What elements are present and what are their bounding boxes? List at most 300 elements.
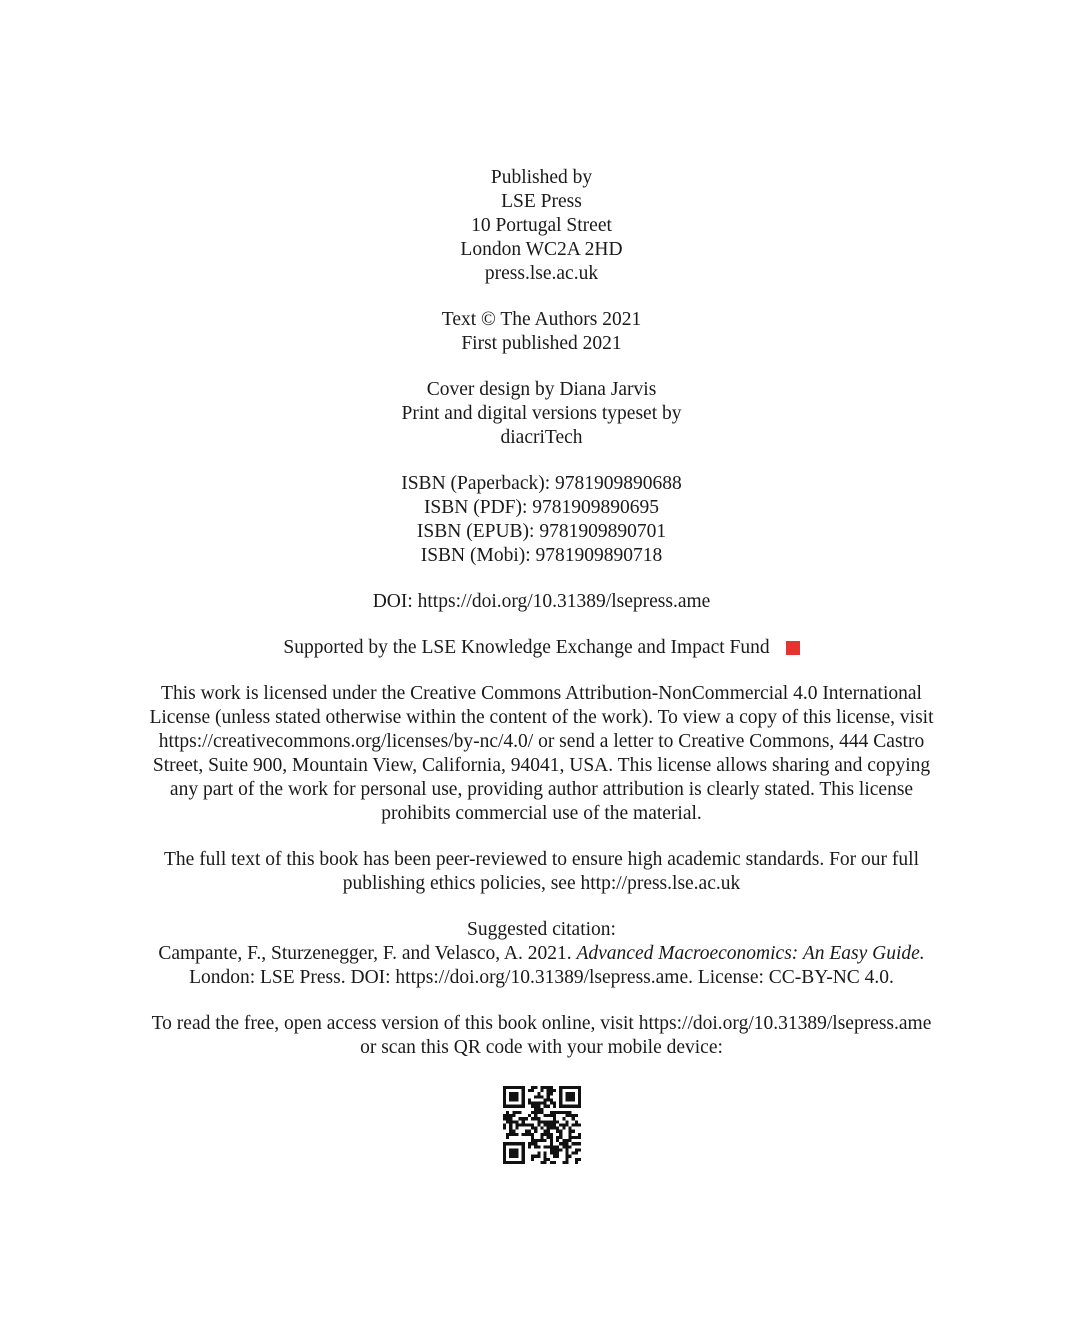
qr-module	[521, 1148, 524, 1151]
qr-module	[503, 1089, 506, 1092]
license-line: prohibits commercial use of the material.	[381, 803, 702, 824]
qr-module	[509, 1105, 512, 1108]
peer-review-line: The full text of this book has been peer-reviewed to ensure high academic standards. For our full	[164, 849, 919, 870]
qr-module	[568, 1095, 571, 1098]
qr-module	[527, 1098, 530, 1101]
qr-module	[509, 1161, 512, 1164]
qr-module	[534, 1086, 537, 1089]
qr-module	[543, 1130, 546, 1133]
qr-module	[534, 1142, 537, 1145]
peer-review-block	[0, 848, 1083, 896]
qr-module	[565, 1111, 568, 1114]
qr-module	[515, 1111, 518, 1114]
qr-module	[524, 1117, 527, 1120]
qr-module	[552, 1105, 555, 1108]
qr-module	[527, 1130, 530, 1133]
qr-module	[568, 1139, 571, 1142]
qr-module	[574, 1148, 577, 1151]
qr-module	[537, 1117, 540, 1120]
qr-module	[543, 1120, 546, 1123]
license-line: any part of the work for personal use, providing author attribution is clearly stated. This license	[169, 779, 914, 800]
qr-module	[574, 1123, 577, 1126]
qr-module	[562, 1105, 565, 1108]
design-block	[0, 378, 1083, 450]
license-line: License (unless stated otherwise within the content of the work). To view a copy of this license, visit	[149, 707, 934, 728]
qr-module	[565, 1161, 568, 1164]
qr-module	[509, 1123, 512, 1126]
qr-code-graphic	[503, 1086, 581, 1164]
qr-module	[556, 1155, 559, 1158]
qr-module	[552, 1148, 555, 1151]
qr-module	[571, 1142, 574, 1145]
qr-module	[512, 1114, 515, 1117]
qr-module	[565, 1142, 568, 1145]
license-line: This work is licensed under the Creative Commons Attribution-NonCommercial 4.0 International	[161, 683, 922, 704]
qr-module	[559, 1136, 562, 1139]
qr-module	[540, 1111, 543, 1114]
publisher-line: Published by	[490, 167, 593, 188]
qr-module	[509, 1152, 512, 1155]
qr-module	[549, 1092, 552, 1095]
qr-module	[521, 1142, 524, 1145]
qr-module	[543, 1158, 546, 1161]
qr-module	[503, 1142, 506, 1145]
qr-module	[540, 1095, 543, 1098]
qr-module	[515, 1142, 518, 1145]
qr-module	[534, 1155, 537, 1158]
qr-module	[549, 1136, 552, 1139]
citation-block	[0, 918, 1083, 990]
qr-module	[562, 1111, 565, 1114]
lse-logo-icon	[786, 641, 800, 655]
qr-module	[552, 1089, 555, 1092]
qr-module	[534, 1127, 537, 1130]
qr-module	[506, 1111, 509, 1114]
qr-module	[509, 1117, 512, 1120]
qr-module	[546, 1136, 549, 1139]
qr-module	[515, 1105, 518, 1108]
qr-module	[562, 1127, 565, 1130]
qr-module	[565, 1092, 568, 1095]
qr-module	[571, 1130, 574, 1133]
publisher-street: 10 Portugal Street	[471, 215, 612, 236]
qr-module	[534, 1105, 537, 1108]
qr-module	[531, 1117, 534, 1120]
qr-module	[552, 1155, 555, 1158]
qr-module	[515, 1148, 518, 1151]
qr-module	[506, 1114, 509, 1117]
qr-module	[565, 1086, 568, 1089]
qr-module	[577, 1092, 580, 1095]
qr-module	[521, 1133, 524, 1136]
qr-module	[574, 1136, 577, 1139]
qr-module	[543, 1105, 546, 1108]
qr-module	[549, 1098, 552, 1101]
qr-module	[565, 1148, 568, 1151]
qr-module	[509, 1155, 512, 1158]
qr-module	[556, 1127, 559, 1130]
qr-module	[515, 1123, 518, 1126]
qr-module	[559, 1133, 562, 1136]
qr-module	[509, 1133, 512, 1136]
license-line: Street, Suite 900, Mountain View, California, 94041, USA. This license allows sharing and copying	[152, 755, 931, 776]
online-block	[0, 1012, 1083, 1060]
isbn-pdf: ISBN (PDF): 9781909890695	[423, 497, 660, 518]
qr-module	[543, 1102, 546, 1105]
qr-module	[531, 1127, 534, 1130]
qr-module	[577, 1158, 580, 1161]
qr-module	[506, 1133, 509, 1136]
cover-design-line: Cover design by Diana Jarvis	[426, 379, 657, 400]
qr-module	[518, 1086, 521, 1089]
qr-module	[552, 1127, 555, 1130]
first-published-line: First published 2021	[461, 333, 622, 354]
qr-module	[537, 1108, 540, 1111]
qr-module	[512, 1120, 515, 1123]
qr-module	[512, 1152, 515, 1155]
qr-module	[552, 1111, 555, 1114]
qr-module	[577, 1095, 580, 1098]
qr-module	[512, 1086, 515, 1089]
publisher-website: press.lse.ac.uk	[484, 263, 599, 284]
qr-module	[531, 1136, 534, 1139]
qr-module	[521, 1086, 524, 1089]
qr-module	[512, 1111, 515, 1114]
qr-module	[571, 1136, 574, 1139]
qr-module	[537, 1095, 540, 1098]
qr-module	[549, 1161, 552, 1164]
isbn-mobi: ISBN (Mobi): 9781909890718	[420, 545, 663, 566]
qr-module	[559, 1130, 562, 1133]
qr-module	[556, 1130, 559, 1133]
qr-module	[574, 1114, 577, 1117]
qr-module	[518, 1105, 521, 1108]
qr-module	[559, 1089, 562, 1092]
qr-module	[546, 1133, 549, 1136]
qr-module	[537, 1123, 540, 1126]
qr-module	[546, 1120, 549, 1123]
qr-module	[549, 1120, 552, 1123]
qr-module	[521, 1098, 524, 1101]
qr-module	[549, 1139, 552, 1142]
typesetter-name: diacriTech	[500, 427, 583, 448]
qr-module	[540, 1108, 543, 1111]
qr-module	[571, 1092, 574, 1095]
qr-module	[565, 1155, 568, 1158]
qr-module	[512, 1095, 515, 1098]
qr-module	[509, 1098, 512, 1101]
qr-module	[565, 1098, 568, 1101]
qr-module	[531, 1086, 534, 1089]
publisher-city: London WC2A 2HD	[460, 239, 623, 260]
qr-module	[543, 1152, 546, 1155]
qr-module	[531, 1105, 534, 1108]
qr-module	[506, 1105, 509, 1108]
copyright-page	[0, 166, 1083, 1164]
qr-module	[503, 1148, 506, 1151]
citation-main	[0, 942, 1083, 966]
citation-authors: Campante, F., Sturzenegger, F. and Velasco, A. 2021.	[158, 943, 577, 964]
qr-module	[546, 1089, 549, 1092]
qr-module	[531, 1155, 534, 1158]
qr-module	[543, 1123, 546, 1126]
qr-module	[546, 1158, 549, 1161]
qr-module	[509, 1114, 512, 1117]
qr-module	[577, 1142, 580, 1145]
qr-module	[537, 1120, 540, 1123]
qr-module	[552, 1120, 555, 1123]
qr-module	[540, 1120, 543, 1123]
qr-module	[543, 1155, 546, 1158]
qr-module	[512, 1105, 515, 1108]
qr-module	[531, 1142, 534, 1145]
scan-instruction: or scan this QR code with your mobile device:	[360, 1037, 723, 1058]
qr-module	[534, 1095, 537, 1098]
qr-module	[503, 1145, 506, 1148]
qr-module	[565, 1139, 568, 1142]
qr-module	[506, 1136, 509, 1139]
qr-module	[577, 1133, 580, 1136]
qr-module	[546, 1114, 549, 1117]
qr-module	[552, 1102, 555, 1105]
qr-module	[521, 1158, 524, 1161]
qr-module	[574, 1161, 577, 1164]
qr-module	[515, 1155, 518, 1158]
qr-module	[546, 1127, 549, 1130]
qr-module	[577, 1086, 580, 1089]
qr-module	[521, 1120, 524, 1123]
qr-module	[540, 1086, 543, 1089]
qr-module	[509, 1142, 512, 1145]
qr-module	[549, 1148, 552, 1151]
qr-module	[552, 1123, 555, 1126]
qr-module	[512, 1133, 515, 1136]
qr-module	[515, 1133, 518, 1136]
qr-module	[515, 1127, 518, 1130]
qr-module	[521, 1152, 524, 1155]
qr-module	[549, 1114, 552, 1117]
qr-module	[506, 1142, 509, 1145]
qr-module	[574, 1152, 577, 1155]
qr-module	[565, 1145, 568, 1148]
qr-module	[543, 1114, 546, 1117]
qr-module	[506, 1161, 509, 1164]
qr-module	[546, 1095, 549, 1098]
qr-module	[571, 1123, 574, 1126]
citation-heading: Suggested citation:	[467, 919, 616, 940]
qr-module	[503, 1155, 506, 1158]
qr-module	[512, 1142, 515, 1145]
qr-module	[503, 1152, 506, 1155]
qr-module	[559, 1092, 562, 1095]
qr-module	[559, 1102, 562, 1105]
qr-module	[540, 1089, 543, 1092]
qr-module	[543, 1098, 546, 1101]
license-block	[142, 682, 942, 826]
qr-module	[577, 1123, 580, 1126]
qr-module	[556, 1145, 559, 1148]
qr-module	[503, 1158, 506, 1161]
qr-module	[559, 1123, 562, 1126]
qr-module	[543, 1161, 546, 1164]
qr-module	[534, 1130, 537, 1133]
qr-module	[534, 1111, 537, 1114]
qr-module	[546, 1145, 549, 1148]
qr-module	[574, 1086, 577, 1089]
qr-module	[512, 1130, 515, 1133]
qr-module	[559, 1105, 562, 1108]
isbn-block	[0, 472, 1083, 568]
qr-module	[562, 1161, 565, 1164]
qr-module	[549, 1123, 552, 1126]
qr-module	[568, 1086, 571, 1089]
qr-module	[527, 1114, 530, 1117]
qr-module	[518, 1117, 521, 1120]
qr-code-icon	[503, 1086, 581, 1164]
qr-module	[503, 1086, 506, 1089]
qr-module	[565, 1123, 568, 1126]
qr-module	[531, 1158, 534, 1161]
qr-module	[537, 1152, 540, 1155]
qr-module	[540, 1139, 543, 1142]
publisher-block	[0, 166, 1083, 286]
qr-module	[531, 1102, 534, 1105]
online-line: To read the free, open access version of this book online, visit https://doi.org/10.31389/lsepress.ame	[151, 1013, 932, 1034]
qr-module	[543, 1145, 546, 1148]
qr-module	[503, 1117, 506, 1120]
qr-module	[521, 1123, 524, 1126]
qr-module	[509, 1095, 512, 1098]
qr-module	[571, 1117, 574, 1120]
qr-module	[549, 1145, 552, 1148]
qr-module	[534, 1114, 537, 1117]
isbn-paperback: ISBN (Paperback): 9781909890688	[401, 473, 682, 494]
qr-module	[559, 1148, 562, 1151]
qr-module	[574, 1158, 577, 1161]
qr-module	[549, 1111, 552, 1114]
qr-module	[515, 1120, 518, 1123]
qr-module	[515, 1161, 518, 1164]
qr-module	[577, 1102, 580, 1105]
qr-module	[531, 1123, 534, 1126]
qr-module	[568, 1098, 571, 1101]
qr-module	[515, 1092, 518, 1095]
qr-module	[549, 1133, 552, 1136]
qr-module	[537, 1102, 540, 1105]
qr-module	[534, 1102, 537, 1105]
peer-review-line: publishing ethics policies, see http://press.lse.ac.uk	[342, 873, 741, 894]
qr-module	[574, 1105, 577, 1108]
qr-module	[571, 1095, 574, 1098]
qr-module	[512, 1098, 515, 1101]
qr-module	[527, 1142, 530, 1145]
qr-module	[531, 1111, 534, 1114]
qr-module	[540, 1133, 543, 1136]
qr-module	[568, 1130, 571, 1133]
qr-module	[524, 1133, 527, 1136]
qr-module	[577, 1098, 580, 1101]
citation-title: Advanced Macroeconomics: An Easy Guide.	[576, 943, 925, 964]
qr-module	[543, 1139, 546, 1142]
qr-module	[556, 1152, 559, 1155]
qr-module	[574, 1142, 577, 1145]
qr-module	[527, 1123, 530, 1126]
doi-block	[0, 590, 1083, 614]
qr-module	[559, 1086, 562, 1089]
qr-module	[509, 1120, 512, 1123]
qr-module	[552, 1145, 555, 1148]
qr-module	[546, 1098, 549, 1101]
qr-module	[518, 1123, 521, 1126]
qr-module	[503, 1161, 506, 1164]
qr-module	[540, 1136, 543, 1139]
qr-module	[556, 1136, 559, 1139]
qr-module	[531, 1089, 534, 1092]
qr-module	[503, 1095, 506, 1098]
qr-module	[552, 1117, 555, 1120]
qr-module	[515, 1086, 518, 1089]
qr-module	[509, 1127, 512, 1130]
qr-module	[509, 1092, 512, 1095]
qr-module	[537, 1139, 540, 1142]
qr-module	[515, 1095, 518, 1098]
qr-module	[540, 1161, 543, 1164]
qr-module	[571, 1152, 574, 1155]
qr-module	[521, 1092, 524, 1095]
qr-module	[565, 1152, 568, 1155]
qr-module	[518, 1111, 521, 1114]
support-block	[0, 636, 1083, 660]
qr-module	[546, 1130, 549, 1133]
qr-module	[546, 1123, 549, 1126]
qr-module	[527, 1133, 530, 1136]
qr-module	[518, 1161, 521, 1164]
qr-module	[559, 1111, 562, 1114]
qr-module	[531, 1139, 534, 1142]
qr-module	[543, 1133, 546, 1136]
qr-module	[565, 1120, 568, 1123]
qr-module	[565, 1158, 568, 1161]
qr-module	[559, 1142, 562, 1145]
qr-module	[521, 1155, 524, 1158]
qr-module	[503, 1114, 506, 1117]
qr-module	[503, 1102, 506, 1105]
qr-module	[521, 1117, 524, 1120]
license-line: https://creativecommons.org/licenses/by-nc/4.0/ or send a letter to Creative Commons, 444 Castro	[158, 731, 925, 752]
qr-module	[571, 1086, 574, 1089]
qr-module	[546, 1086, 549, 1089]
qr-module	[562, 1142, 565, 1145]
qr-module	[549, 1089, 552, 1092]
qr-module	[577, 1089, 580, 1092]
isbn-epub: ISBN (EPUB): 9781909890701	[416, 521, 667, 542]
qr-module	[556, 1139, 559, 1142]
qr-module	[512, 1155, 515, 1158]
qr-module	[512, 1161, 515, 1164]
qr-module	[562, 1123, 565, 1126]
qr-module	[537, 1155, 540, 1158]
qr-module	[556, 1111, 559, 1114]
qr-module	[509, 1130, 512, 1133]
qr-module	[527, 1145, 530, 1148]
qr-module	[562, 1145, 565, 1148]
qr-module	[571, 1098, 574, 1101]
qr-module	[521, 1102, 524, 1105]
qr-module	[556, 1148, 559, 1151]
typeset-line: Print and digital versions typeset by	[401, 403, 682, 424]
qr-module	[537, 1145, 540, 1148]
qr-module	[549, 1127, 552, 1130]
